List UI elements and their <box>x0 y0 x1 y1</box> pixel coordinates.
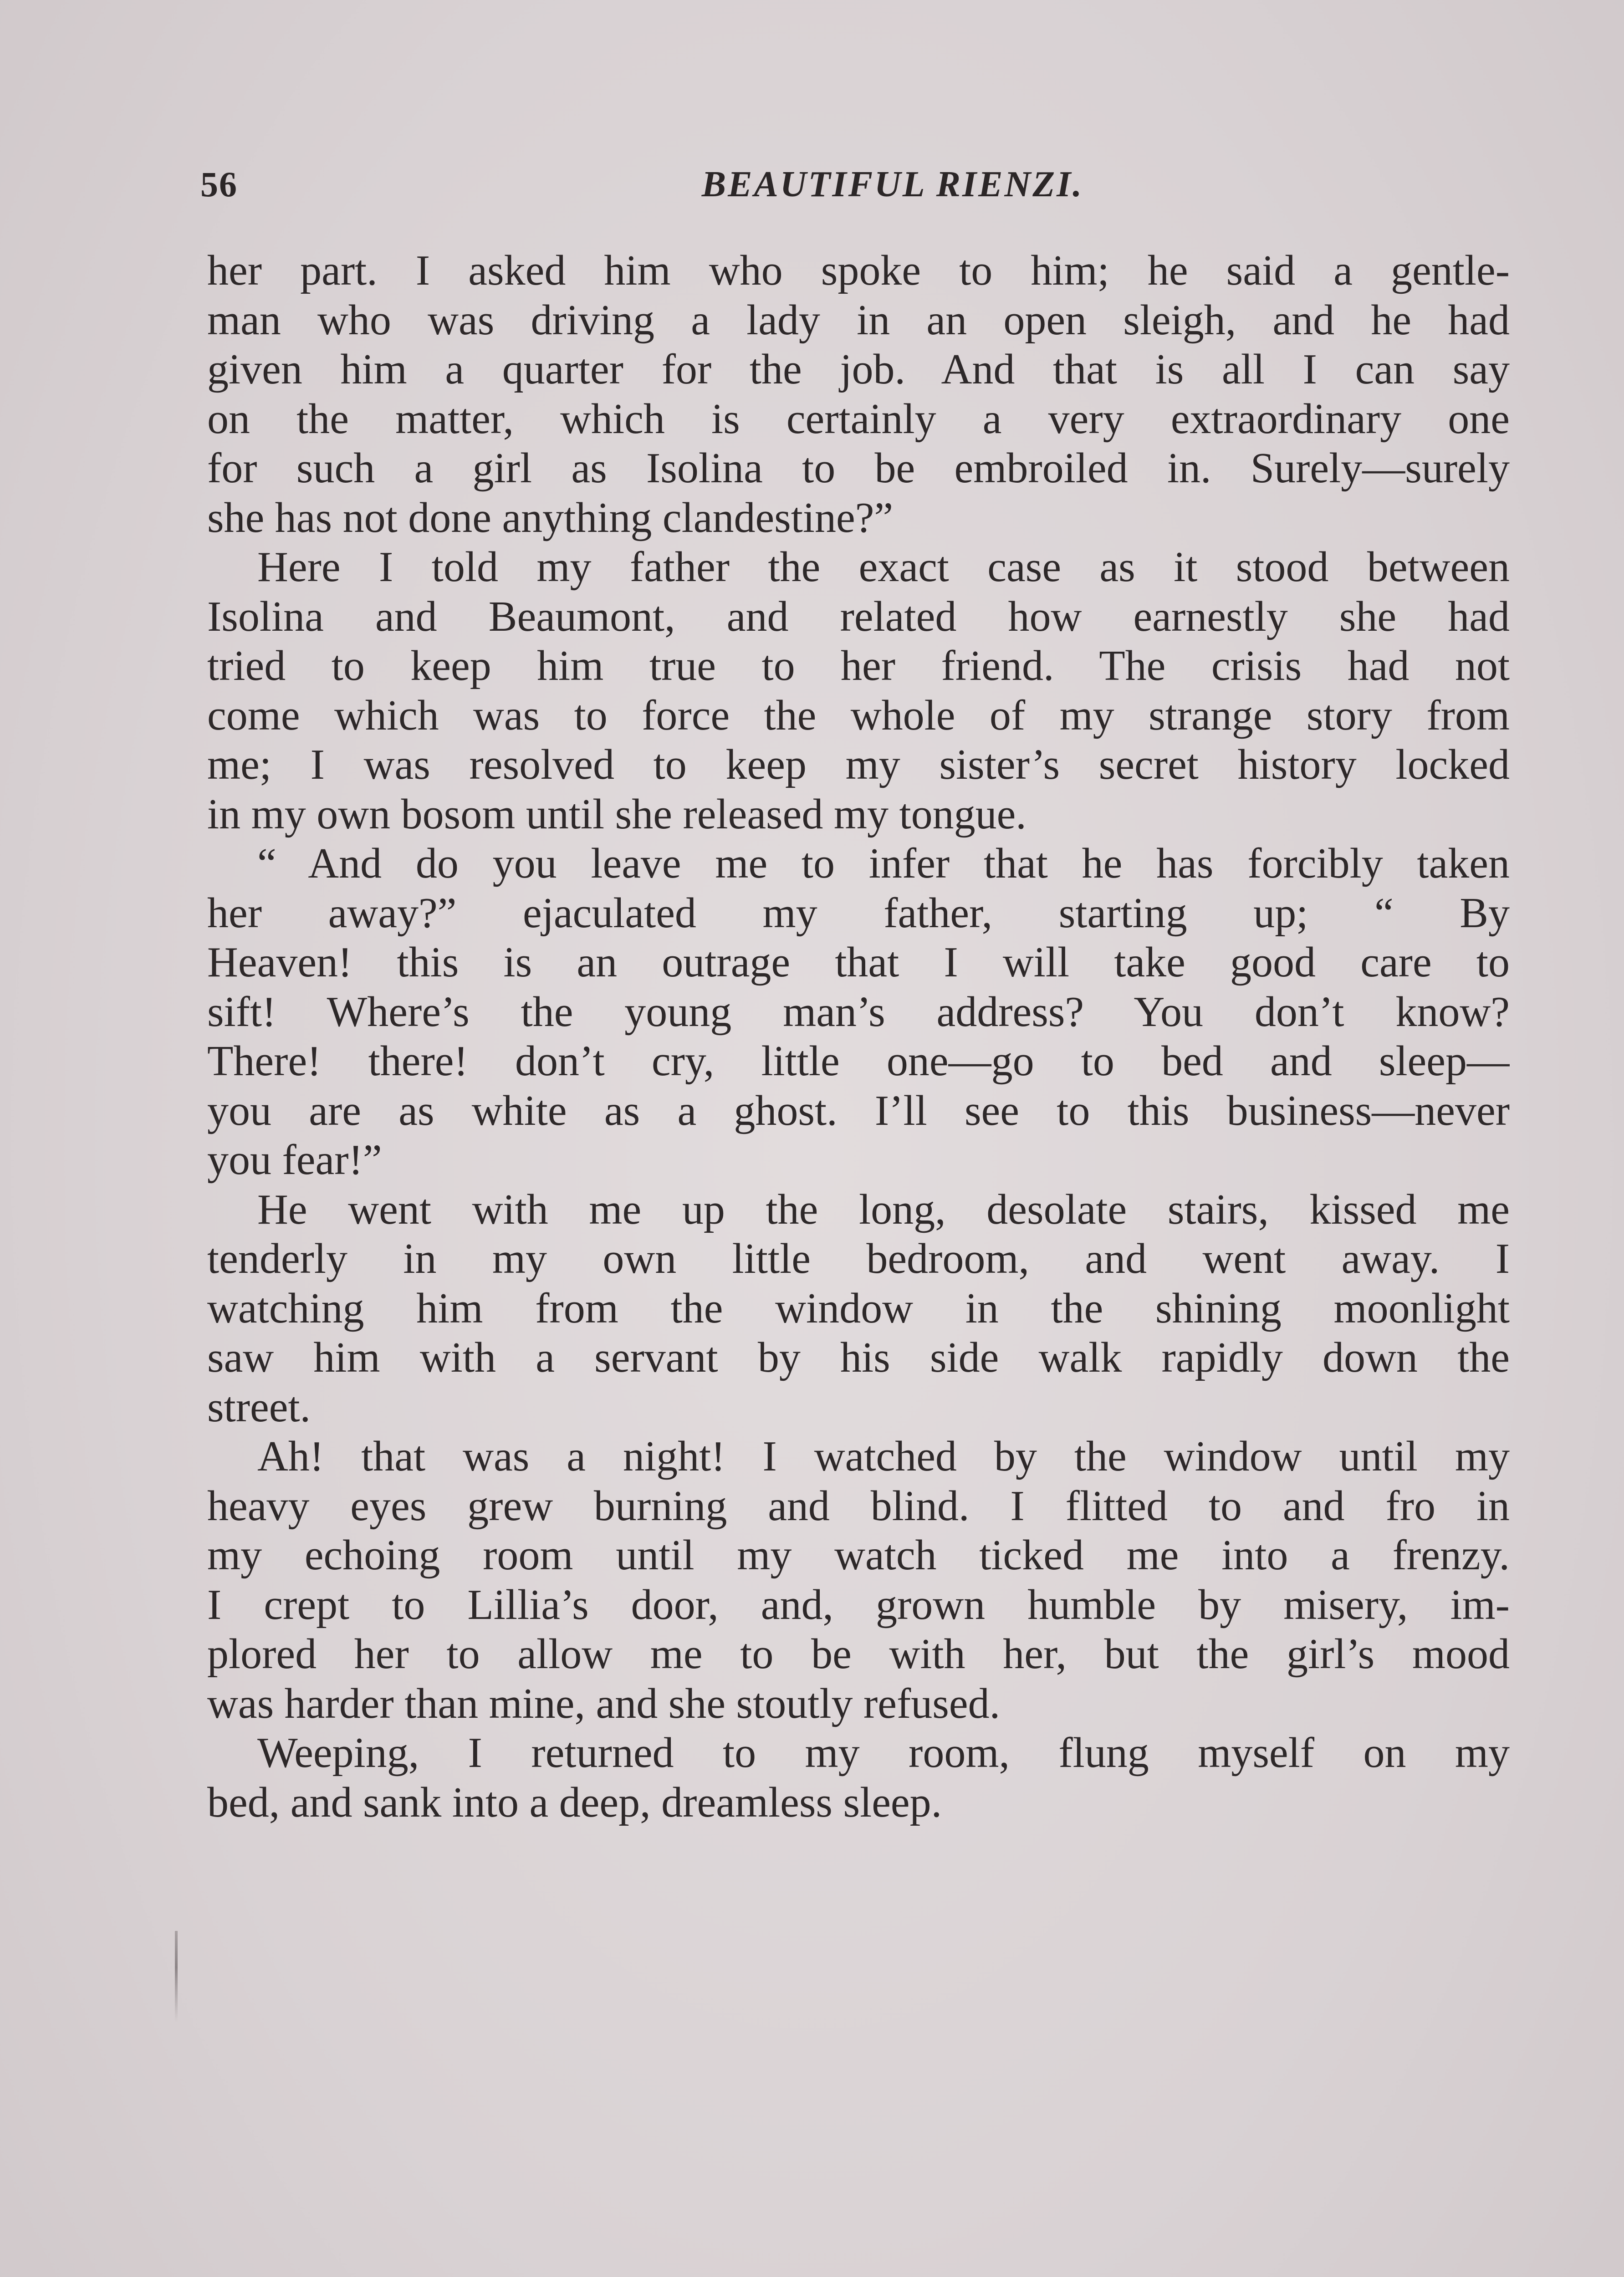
text-line: tenderly in my own little bedroom, and went away. I <box>207 1235 1510 1282</box>
text-line: Isolina and Beaumont, and related how earnestly she had <box>207 592 1510 640</box>
text-line: she has not done anything clandestine?” <box>207 494 894 541</box>
text-line: saw him with a servant by his side walk rapidly down the <box>207 1334 1510 1381</box>
text-line: my echoing room until my watch ticked me into a frenzy. <box>207 1532 1510 1579</box>
page-number: 56 <box>200 164 238 204</box>
paragraph <box>207 1728 1510 1827</box>
text-line: bed, and sank into a deep, dreamless sleep. <box>207 1778 942 1826</box>
paragraph <box>207 542 1510 839</box>
page-header <box>200 164 1507 214</box>
margin-mark <box>175 1931 178 2022</box>
text-line: tried to keep him true to her friend. The crisis had not <box>207 642 1510 689</box>
text-line: her away?” ejaculated my father, starting up; “ By <box>207 889 1510 937</box>
running-title: BEAUTIFUL RIENZI. <box>701 164 1084 204</box>
body-text <box>207 246 1510 1827</box>
text-line: in my own bosom until she released my tongue. <box>207 790 1026 838</box>
text-line: her part. I asked him who spoke to him; he said a gentle- <box>207 247 1510 294</box>
text-line: sift! Where’s the young man’s address? You don’t know? <box>207 988 1510 1036</box>
text-line: come which was to force the whole of my strange story from <box>207 691 1510 739</box>
text-line: I crept to Lillia’s door, and, grown humble by misery, im- <box>207 1581 1510 1629</box>
text-line: watching him from the window in the shining moonlight <box>207 1284 1510 1332</box>
text-line: Ah! that was a night! I watched by the window until my <box>257 1433 1510 1480</box>
text-line: man who was driving a lady in an open sleigh, and he had <box>207 296 1510 344</box>
paragraph <box>207 246 1510 542</box>
text-line: “ And do you leave me to infer that he has forcibly taken <box>257 840 1510 887</box>
paragraph <box>207 1185 1510 1432</box>
text-line: street. <box>207 1383 311 1431</box>
text-line: Heaven! this is an outrage that I will take good care to <box>207 939 1510 986</box>
text-line: plored her to allow me to be with her, but the girl’s mood <box>207 1630 1510 1678</box>
text-line: He went with me up the long, desolate stairs, kissed me <box>257 1185 1510 1233</box>
paragraph <box>207 1432 1510 1728</box>
text-line: There! there! don’t cry, little one—go to bed and sleep— <box>207 1037 1510 1085</box>
text-line: for such a girl as Isolina to be embroiled in. Surely—surely <box>207 444 1510 492</box>
text-line: Weeping, I returned to my room, flung myself on my <box>257 1729 1510 1777</box>
text-line: Here I told my father the exact case as it stood between <box>257 543 1510 591</box>
text-line: heavy eyes grew burning and blind. I flitted to and fro in <box>207 1482 1510 1530</box>
text-line: was harder than mine, and she stoutly refused. <box>207 1680 1001 1727</box>
text-line: given him a quarter for the job. And that is all I can say <box>207 346 1510 393</box>
text-line: on the matter, which is certainly a very extraordinary one <box>207 395 1510 443</box>
paragraph <box>207 839 1510 1185</box>
text-line: you are as white as a ghost. I’ll see to this business—never <box>207 1087 1510 1134</box>
text-line: you fear!” <box>207 1136 382 1184</box>
text-line: me; I was resolved to keep my sister’s secret history locked <box>207 741 1510 788</box>
